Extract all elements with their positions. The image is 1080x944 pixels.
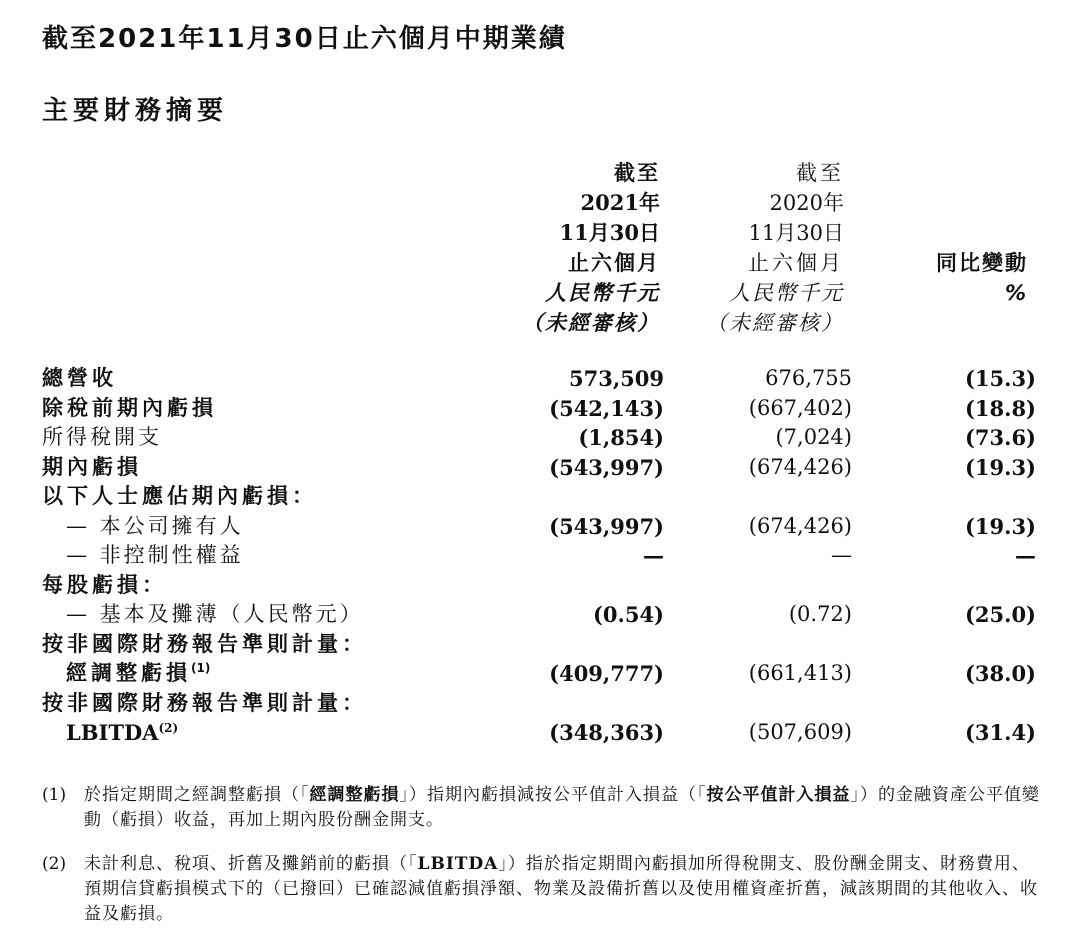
table-row (42, 482, 1038, 512)
row-label-text: LBITDA (66, 720, 159, 745)
column-header-line: 止六個月 (568, 251, 660, 275)
table-row (42, 364, 1038, 394)
row-label (66, 659, 210, 689)
table-row (42, 600, 1038, 630)
value-2021: (409,777) (549, 661, 664, 686)
column-header-audit: （未經審核） (522, 310, 660, 335)
page-title: 截至2021年11月30日止六個月中期業績 (42, 24, 567, 54)
footnote-ref: (1) (191, 661, 211, 675)
value-2020: (0.72) (788, 602, 852, 626)
value-change: (15.3) (964, 366, 1036, 391)
table-row (42, 541, 1038, 571)
value-2020: — (831, 543, 852, 567)
column-header-line: 2021年 (580, 190, 660, 215)
value-2020: (667,402) (748, 395, 852, 420)
footnote-2 (42, 852, 1042, 927)
column-header-line: 11月30日 (748, 221, 844, 245)
table-row (42, 659, 1038, 689)
value-2021: (542,143) (549, 395, 664, 421)
value-change: (31.4) (964, 720, 1036, 745)
table-row (42, 394, 1038, 424)
footnote-text: 未計利息、稅項、折舊及攤銷前的虧損（「LBITDA」）指於指定期間內虧損加所得稅開支、股份酬金開支、財務費用、預期信貸虧損模式下的（已撥回）已確認減值虧損淨額、物業及設備折舊以及使用權資產折舊，減該期間的其他收入、收益及虧損。 (84, 854, 1038, 924)
column-header-line: 2020年 (769, 191, 844, 215)
table-row (42, 453, 1038, 483)
row-label: 期內虧損 (42, 454, 142, 479)
footnote-number: (1) (42, 785, 67, 805)
financial-summary-table (42, 364, 1038, 748)
row-label: — 非控制性權益 (66, 543, 244, 567)
value-2021: (543,997) (549, 454, 664, 480)
row-label: 總營收 (42, 366, 117, 390)
value-2021: (0.54) (592, 602, 664, 627)
section-title: 主要財務摘要 (42, 96, 229, 126)
column-header-line: 同比變動 (936, 251, 1028, 275)
row-label (66, 718, 178, 748)
row-label-text: 經調整虧損 (66, 661, 191, 685)
table-row (42, 630, 1038, 660)
value-2020: (507,609) (748, 720, 852, 744)
column-header-line: 截至 (796, 161, 844, 185)
row-label: 每股虧損： (42, 572, 167, 597)
row-label: 以下人士應佔期內虧損： (42, 484, 317, 508)
value-2021: (348,363) (549, 720, 664, 745)
value-change: (18.8) (964, 395, 1036, 421)
column-header-unit: % (1004, 281, 1028, 305)
row-label: 按非國際財務報告準則計量： (42, 631, 367, 656)
footnote-1 (42, 783, 1042, 833)
value-2020: (674,426) (748, 454, 852, 479)
row-label: — 本公司擁有人 (66, 513, 244, 538)
column-header-line: 止六個月 (748, 251, 844, 275)
value-2021: — (643, 543, 664, 568)
column-header-audit: （未經審核） (706, 311, 844, 335)
value-change: (25.0) (964, 602, 1036, 627)
table-row (42, 423, 1038, 453)
column-header-change (936, 248, 1028, 308)
column-header-currency: 人民幣千元 (729, 281, 844, 305)
footnote-number: (2) (42, 854, 67, 874)
value-change: (73.6) (964, 425, 1036, 450)
value-change: (19.3) (964, 513, 1036, 539)
row-label: 除稅前期內虧損 (42, 395, 217, 420)
value-2020: (674,426) (748, 513, 852, 538)
value-change: — (1015, 543, 1036, 568)
table-row (42, 571, 1038, 601)
column-header-2021 (522, 158, 660, 338)
value-2020: (7,024) (775, 425, 852, 449)
row-label: — 基本及攤薄（人民幣元） (66, 602, 364, 626)
value-2020: (661,413) (748, 661, 852, 685)
table-row (42, 718, 1038, 748)
row-label: 所得稅開支 (42, 425, 162, 449)
value-2021: (1,854) (578, 425, 664, 450)
value-2021: (543,997) (549, 513, 664, 539)
value-change: (38.0) (964, 661, 1036, 686)
value-2021: 573,509 (569, 366, 664, 391)
footnote-ref: (2) (158, 721, 179, 735)
table-row (42, 689, 1038, 719)
column-header-line: 截至 (614, 161, 660, 185)
footnote-text: 於指定期間之經調整虧損（「經調整虧損」）指期內虧損減按公平值計入損益（「按公平值計入損益」）的金融資產公平值變動（虧損）收益，再加上期內股份酬金開支。 (84, 785, 1040, 830)
value-2020: 676,755 (765, 366, 852, 390)
column-header-currency: 人民幣千元 (545, 280, 660, 305)
table-row (42, 512, 1038, 542)
value-change: (19.3) (964, 454, 1036, 480)
column-header-line: 11月30日 (559, 220, 660, 245)
column-header-2020 (706, 158, 844, 338)
row-label: 按非國際財務報告準則計量： (42, 690, 367, 715)
